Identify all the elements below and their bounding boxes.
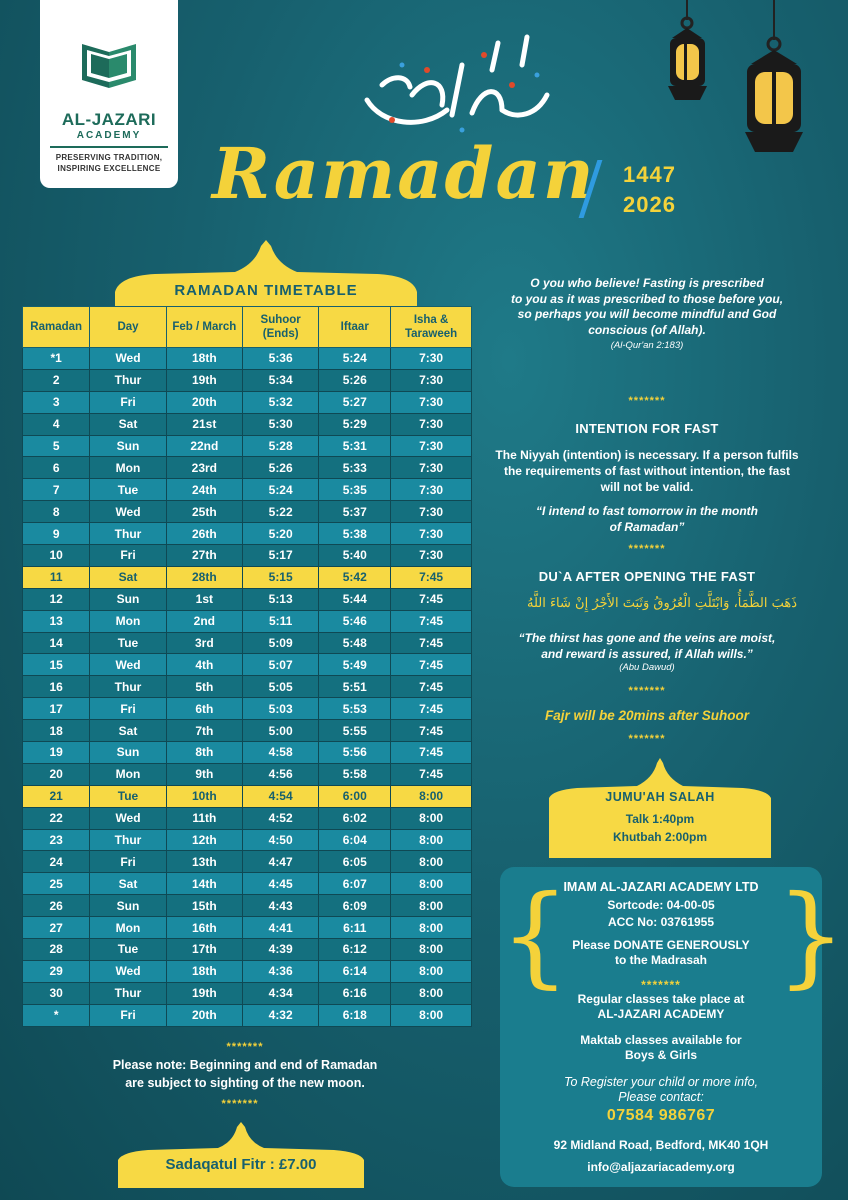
isha-cell: 7:45 [391, 654, 472, 676]
table-row [23, 720, 472, 742]
right-brace-icon: } [776, 871, 846, 999]
moon-sighting-note [60, 1056, 430, 1092]
suhoor-cell: 5:09 [243, 632, 319, 654]
ramadan-day-cell: 14 [23, 632, 90, 654]
table-row [23, 632, 472, 654]
weekday-cell: Sat [90, 413, 166, 435]
col-header-day: Day [90, 307, 166, 348]
iftaar-cell: 5:49 [319, 654, 391, 676]
ramadan-day-cell: * [23, 1004, 90, 1026]
suhoor-cell: 5:26 [243, 457, 319, 479]
ramadan-day-cell: 8 [23, 501, 90, 523]
ramadan-day-cell: 29 [23, 960, 90, 982]
isha-cell: 7:30 [391, 479, 472, 501]
table-row [23, 610, 472, 632]
iftaar-cell: 5:46 [319, 610, 391, 632]
table-row [23, 566, 472, 588]
ramadan-mubarak-calligraphy-icon [352, 25, 562, 140]
isha-cell: 7:45 [391, 632, 472, 654]
suhoor-cell: 4:54 [243, 785, 319, 807]
timetable-title: RAMADAN TIMETABLE [174, 282, 358, 299]
year-block [623, 160, 676, 220]
weekday-cell: Sun [90, 895, 166, 917]
isha-cell: 8:00 [391, 829, 472, 851]
weekday-cell: Sun [90, 742, 166, 764]
left-brace-icon: { [500, 871, 570, 999]
col-header-isha: Isha & Taraweeh [391, 307, 472, 348]
isha-cell: 7:45 [391, 588, 472, 610]
weekday-cell: Wed [90, 960, 166, 982]
intention-quote-line-1: “I intend to fast tomorrow in the month [536, 504, 758, 518]
col-header-date: Feb / March [166, 307, 242, 348]
ramadan-timetable [22, 306, 472, 1027]
table-row [23, 501, 472, 523]
iftaar-cell: 6:05 [319, 851, 391, 873]
intention-line-2: the requirements of fast without intention, the fast [503, 464, 790, 478]
iftaar-cell: 6:09 [319, 895, 391, 917]
date-cell: 18th [166, 960, 242, 982]
table-row [23, 545, 472, 567]
org-name: IMAM AL-JAZARI ACADEMY LTD [563, 880, 759, 894]
weekday-cell: Thur [90, 676, 166, 698]
iftaar-cell: 5:24 [319, 348, 391, 370]
suhoor-cell: 4:56 [243, 763, 319, 785]
ramadan-day-cell: 19 [23, 742, 90, 764]
register-text [500, 1075, 822, 1105]
weekday-cell: Fri [90, 391, 166, 413]
book-logo-icon [78, 38, 140, 92]
ramadan-day-cell: 13 [23, 610, 90, 632]
logo-subtitle: ACADEMY [76, 130, 142, 141]
table-row [23, 895, 472, 917]
date-cell: 19th [166, 982, 242, 1004]
iftaar-cell: 5:44 [319, 588, 391, 610]
stars-divider: ******* [628, 733, 666, 745]
dua-translation-line-1: “The thirst has gone and the veins are moist, [518, 631, 776, 645]
suhoor-cell: 4:34 [243, 982, 319, 1004]
iftaar-cell: 5:35 [319, 479, 391, 501]
weekday-cell: Fri [90, 545, 166, 567]
weekday-cell: Thur [90, 523, 166, 545]
note-line-2: are subject to sighting of the new moon. [125, 1076, 365, 1090]
isha-cell: 7:30 [391, 457, 472, 479]
iftaar-cell: 5:37 [319, 501, 391, 523]
isha-cell: 8:00 [391, 785, 472, 807]
quote-line-1: O you who believe! Fasting is prescribed [530, 276, 764, 290]
date-cell: 17th [166, 939, 242, 961]
table-row [23, 413, 472, 435]
table-row [23, 763, 472, 785]
contact-email[interactable]: info@aljazariacademy.org [587, 1160, 735, 1174]
donate-text [500, 938, 822, 968]
isha-cell: 7:45 [391, 566, 472, 588]
sortcode: Sortcode: 04-00-05 [607, 898, 715, 912]
maktab-line-2: Boys & Girls [624, 1048, 698, 1062]
classes-line-1: Regular classes take place at [577, 992, 745, 1006]
suhoor-cell: 5:07 [243, 654, 319, 676]
iftaar-cell: 6:12 [319, 939, 391, 961]
ramadan-day-cell: 26 [23, 895, 90, 917]
register-line-2: Please contact: [618, 1090, 704, 1104]
intention-text [486, 447, 808, 495]
table-row [23, 676, 472, 698]
suhoor-cell: 4:39 [243, 939, 319, 961]
suhoor-cell: 5:36 [243, 348, 319, 370]
weekday-cell: Wed [90, 807, 166, 829]
note-line-1: Please note: Beginning and end of Ramadan [112, 1058, 378, 1072]
date-cell: 27th [166, 545, 242, 567]
dua-heading: DU`A AFTER OPENING THE FAST [538, 569, 756, 584]
isha-cell: 7:30 [391, 501, 472, 523]
suhoor-cell: 5:11 [243, 610, 319, 632]
ramadan-day-cell: 30 [23, 982, 90, 1004]
iftaar-cell: 5:48 [319, 632, 391, 654]
isha-cell: 7:45 [391, 720, 472, 742]
suhoor-cell: 5:03 [243, 698, 319, 720]
weekday-cell: Tue [90, 479, 166, 501]
weekday-cell: Sun [90, 588, 166, 610]
lantern-icon [735, 0, 813, 160]
weekday-cell: Thur [90, 369, 166, 391]
weekday-cell: Wed [90, 654, 166, 676]
weekday-cell: Fri [90, 698, 166, 720]
ramadan-day-cell: 21 [23, 785, 90, 807]
table-row [23, 829, 472, 851]
isha-cell: 8:00 [391, 960, 472, 982]
logo-name: AL-JAZARI [61, 110, 157, 129]
iftaar-cell: 6:18 [319, 1004, 391, 1026]
quran-quote [492, 276, 802, 354]
date-cell: 16th [166, 917, 242, 939]
isha-cell: 8:00 [391, 917, 472, 939]
suhoor-cell: 4:36 [243, 960, 319, 982]
quote-line-4: conscious (of Allah). [588, 322, 706, 337]
ramadan-day-cell: 9 [23, 523, 90, 545]
date-cell: 10th [166, 785, 242, 807]
intention-line-3: will not be valid. [600, 480, 694, 494]
stars-divider: ******* [641, 978, 681, 992]
dua-translation-line-2: and reward is assured, if Allah wills.” [541, 647, 753, 661]
weekday-cell: Tue [90, 785, 166, 807]
page-title: Ramadan [212, 132, 596, 215]
suhoor-cell: 4:50 [243, 829, 319, 851]
isha-cell: 7:30 [391, 369, 472, 391]
table-row [23, 698, 472, 720]
iftaar-cell: 5:40 [319, 545, 391, 567]
suhoor-cell: 4:52 [243, 807, 319, 829]
ramadan-day-cell: 22 [23, 807, 90, 829]
iftaar-cell: 5:29 [319, 413, 391, 435]
isha-cell: 7:30 [391, 413, 472, 435]
col-header-ramadan: Ramadan [23, 307, 90, 348]
date-cell: 7th [166, 720, 242, 742]
ramadan-day-cell: 27 [23, 917, 90, 939]
logo-tagline [40, 152, 178, 174]
date-cell: 9th [166, 763, 242, 785]
stars-divider: ******* [628, 395, 666, 407]
date-cell: 18th [166, 348, 242, 370]
table-row [23, 479, 472, 501]
iftaar-cell: 6:14 [319, 960, 391, 982]
isha-cell: 8:00 [391, 1004, 472, 1026]
suhoor-cell: 5:32 [243, 391, 319, 413]
table-row [23, 391, 472, 413]
ramadan-day-cell: 11 [23, 566, 90, 588]
suhoor-cell: 5:15 [243, 566, 319, 588]
jumuah-title: JUMU'AH SALAH [605, 790, 715, 804]
intention-line-1: The Niyyah (intention) is necessary. If a person fulfils [495, 448, 799, 462]
year-gregorian: 2026 [623, 192, 676, 217]
isha-cell: 7:45 [391, 676, 472, 698]
suhoor-cell: 5:00 [243, 720, 319, 742]
weekday-cell: Mon [90, 610, 166, 632]
stars-divider: ******* [226, 1041, 264, 1053]
intention-quote-line-2: of Ramadan” [609, 520, 685, 534]
isha-cell: 7:45 [391, 742, 472, 764]
suhoor-cell: 5:20 [243, 523, 319, 545]
isha-cell: 8:00 [391, 939, 472, 961]
suhoor-cell: 4:58 [243, 742, 319, 764]
iftaar-cell: 6:02 [319, 807, 391, 829]
lantern-icon [660, 0, 715, 115]
suhoor-cell: 5:34 [243, 369, 319, 391]
date-cell: 8th [166, 742, 242, 764]
ramadan-day-cell: 20 [23, 763, 90, 785]
table-row [23, 917, 472, 939]
iftaar-cell: 5:51 [319, 676, 391, 698]
table-row [23, 742, 472, 764]
isha-cell: 7:30 [391, 545, 472, 567]
ramadan-day-cell: 4 [23, 413, 90, 435]
dua-reference: (Abu Dawud) [619, 662, 675, 673]
suhoor-cell: 5:22 [243, 501, 319, 523]
jumuah-khutbah: Khutbah 2:00pm [612, 830, 707, 844]
isha-cell: 7:30 [391, 435, 472, 457]
address: 92 Midland Road, Bedford, MK40 1QH [553, 1138, 769, 1152]
weekday-cell: Mon [90, 917, 166, 939]
table-row [23, 807, 472, 829]
date-cell: 26th [166, 523, 242, 545]
logo-tagline-line-1: PRESERVING TRADITION, [55, 153, 163, 162]
date-cell: 25th [166, 501, 242, 523]
ramadan-day-cell: 5 [23, 435, 90, 457]
year-hijri: 1447 [623, 162, 676, 187]
sadaqatul-fitr: Sadaqatul Fitr : £7.00 [165, 1156, 317, 1173]
table-row [23, 851, 472, 873]
jumuah-talk: Talk 1:40pm [625, 812, 695, 826]
iftaar-cell: 5:56 [319, 742, 391, 764]
intention-heading: INTENTION FOR FAST [575, 421, 719, 436]
weekday-cell: Wed [90, 501, 166, 523]
dua-arabic: ذَهَبَ الظَّمَأُ، وَابْتَلَّتِ الْعُرُوقُ وَثَبَتَ الأَجْرُ إِنْ شَاءَ اللَّهُ [526, 596, 798, 611]
weekday-cell: Thur [90, 982, 166, 1004]
date-cell: 5th [166, 676, 242, 698]
table-row [23, 435, 472, 457]
stars-divider: ******* [628, 685, 666, 697]
maktab-text [500, 1033, 822, 1063]
iftaar-cell: 6:04 [319, 829, 391, 851]
iftaar-cell: 5:55 [319, 720, 391, 742]
isha-cell: 8:00 [391, 895, 472, 917]
ramadan-day-cell: 12 [23, 588, 90, 610]
ramadan-day-cell: 10 [23, 545, 90, 567]
weekday-cell: Sat [90, 720, 166, 742]
iftaar-cell: 6:00 [319, 785, 391, 807]
col-header-iftaar: Iftaar [319, 307, 391, 348]
table-row [23, 523, 472, 545]
iftaar-cell: 5:31 [319, 435, 391, 457]
weekday-cell: Tue [90, 939, 166, 961]
ramadan-day-cell: 24 [23, 851, 90, 873]
isha-cell: 8:00 [391, 851, 472, 873]
weekday-cell: Wed [90, 348, 166, 370]
weekday-cell: Tue [90, 632, 166, 654]
iftaar-cell: 5:38 [319, 523, 391, 545]
date-cell: 12th [166, 829, 242, 851]
suhoor-cell: 5:28 [243, 435, 319, 457]
ramadan-day-cell: 18 [23, 720, 90, 742]
iftaar-cell: 6:11 [319, 917, 391, 939]
iftaar-cell: 5:26 [319, 369, 391, 391]
maktab-line-1: Maktab classes available for [580, 1033, 742, 1047]
iftaar-cell: 6:16 [319, 982, 391, 1004]
logo-tagline-line-2: INSPIRING EXCELLENCE [57, 164, 161, 173]
isha-cell: 8:00 [391, 873, 472, 895]
weekday-cell: Sat [90, 566, 166, 588]
suhoor-cell: 5:30 [243, 413, 319, 435]
table-row [23, 939, 472, 961]
table-row [23, 1004, 472, 1026]
date-cell: 3rd [166, 632, 242, 654]
timetable-header-row [23, 307, 472, 348]
suhoor-cell: 4:32 [243, 1004, 319, 1026]
table-row [23, 654, 472, 676]
iftaar-cell: 5:42 [319, 566, 391, 588]
logo-divider [50, 146, 168, 148]
table-row [23, 785, 472, 807]
date-cell: 14th [166, 873, 242, 895]
ramadan-day-cell: 28 [23, 939, 90, 961]
suhoor-cell: 5:05 [243, 676, 319, 698]
date-cell: 13th [166, 851, 242, 873]
suhoor-cell: 5:24 [243, 479, 319, 501]
isha-cell: 7:30 [391, 391, 472, 413]
ramadan-day-cell: *1 [23, 348, 90, 370]
quote-line-3: so perhaps you will become mindful and God [517, 307, 777, 321]
ramadan-day-cell: 17 [23, 698, 90, 720]
iftaar-cell: 5:27 [319, 391, 391, 413]
register-line-1: To Register your child or more info, [563, 1075, 759, 1089]
quote-reference: (Al-Qur'an 2:183) [610, 340, 684, 351]
date-cell: 2nd [166, 610, 242, 632]
isha-cell: 7:45 [391, 698, 472, 720]
sadaqa-dome [118, 1122, 364, 1188]
ramadan-day-cell: 2 [23, 369, 90, 391]
dua-translation [486, 630, 808, 674]
date-cell: 19th [166, 369, 242, 391]
date-cell: 6th [166, 698, 242, 720]
table-row [23, 369, 472, 391]
contact-phone[interactable]: 07584 986767 [606, 1107, 716, 1124]
ramadan-day-cell: 6 [23, 457, 90, 479]
isha-cell: 7:45 [391, 610, 472, 632]
suhoor-cell: 4:47 [243, 851, 319, 873]
weekday-cell: Thur [90, 829, 166, 851]
date-cell: 11th [166, 807, 242, 829]
suhoor-cell: 4:45 [243, 873, 319, 895]
table-row [23, 348, 472, 370]
table-row [23, 982, 472, 1004]
logo-card [40, 0, 178, 188]
donate-line-1: Please DONATE GENEROUSLY [572, 938, 750, 952]
ramadan-day-cell: 23 [23, 829, 90, 851]
date-cell: 22nd [166, 435, 242, 457]
table-row [23, 457, 472, 479]
stars-divider: ******* [628, 543, 666, 555]
date-cell: 20th [166, 1004, 242, 1026]
weekday-cell: Sun [90, 435, 166, 457]
weekday-cell: Fri [90, 851, 166, 873]
date-cell: 20th [166, 391, 242, 413]
ramadan-day-cell: 7 [23, 479, 90, 501]
classes-text [500, 992, 822, 1022]
suhoor-cell: 5:17 [243, 545, 319, 567]
suhoor-cell: 5:13 [243, 588, 319, 610]
date-cell: 4th [166, 654, 242, 676]
col-header-suhoor: Suhoor (Ends) [243, 307, 319, 348]
weekday-cell: Mon [90, 763, 166, 785]
donate-line-2: to the Madrasah [614, 953, 707, 967]
isha-cell: 7:30 [391, 348, 472, 370]
table-row [23, 960, 472, 982]
classes-line-2: AL-JAZARI ACADEMY [597, 1007, 725, 1021]
iftaar-cell: 5:33 [319, 457, 391, 479]
intention-quote [492, 503, 802, 535]
table-row [23, 873, 472, 895]
fajr-note: Fajr will be 20mins after Suhoor [544, 708, 750, 723]
account-number: ACC No: 03761955 [607, 915, 715, 929]
date-cell: 15th [166, 895, 242, 917]
iftaar-cell: 6:07 [319, 873, 391, 895]
suhoor-cell: 4:43 [243, 895, 319, 917]
date-cell: 23rd [166, 457, 242, 479]
date-cell: 24th [166, 479, 242, 501]
isha-cell: 8:00 [391, 982, 472, 1004]
stars-divider: ******* [221, 1098, 259, 1110]
quote-line-2: to you as it was prescribed to those before you, [510, 291, 784, 306]
isha-cell: 7:45 [391, 763, 472, 785]
ramadan-day-cell: 16 [23, 676, 90, 698]
iftaar-cell: 5:53 [319, 698, 391, 720]
weekday-cell: Mon [90, 457, 166, 479]
iftaar-cell: 5:58 [319, 763, 391, 785]
date-cell: 21st [166, 413, 242, 435]
date-cell: 1st [166, 588, 242, 610]
weekday-cell: Fri [90, 1004, 166, 1026]
isha-cell: 7:30 [391, 523, 472, 545]
ramadan-day-cell: 25 [23, 873, 90, 895]
table-row [23, 588, 472, 610]
ramadan-day-cell: 15 [23, 654, 90, 676]
weekday-cell: Sat [90, 873, 166, 895]
ramadan-day-cell: 3 [23, 391, 90, 413]
isha-cell: 8:00 [391, 807, 472, 829]
suhoor-cell: 4:41 [243, 917, 319, 939]
date-cell: 28th [166, 566, 242, 588]
